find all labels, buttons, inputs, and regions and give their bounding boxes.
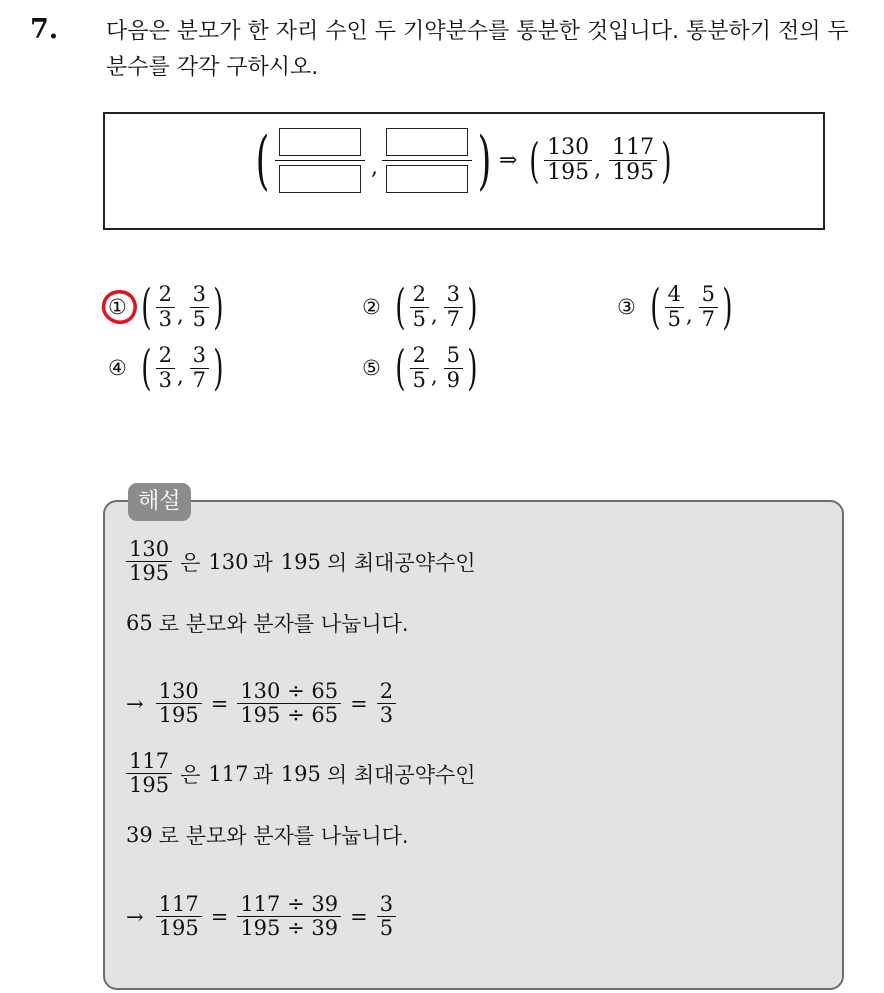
right-paren: ) [722, 279, 733, 335]
text: 의 최대공약수인 [326, 762, 476, 787]
left-paren: ( [395, 279, 406, 335]
text: 은 [180, 550, 201, 575]
explanation-line-2 [126, 608, 409, 638]
fraction-117-195: $\frac{117}{195}$ [126, 750, 172, 797]
left-paren: ( [141, 279, 152, 335]
text: 로 분모와 분자를 나눕니다. [158, 612, 409, 636]
comma: , [594, 157, 602, 182]
explanation-tag: 해설 [128, 483, 191, 521]
calculation-1 [126, 680, 396, 727]
comma: , [176, 303, 184, 327]
blank-numerator-2[interactable] [386, 128, 468, 156]
comma: , [430, 303, 438, 327]
choice-5-fraction-1: $\frac{2}{5}$ [410, 344, 429, 391]
choice-5-fraction-2: $\frac{5}{9}$ [444, 344, 463, 391]
right-paren: ) [467, 279, 478, 335]
choice-5[interactable] [362, 340, 482, 396]
choice-3-fraction-2: $\frac{5}{7}$ [699, 283, 718, 330]
blank-numerator-1[interactable] [279, 128, 361, 156]
right-paren: ) [661, 132, 672, 189]
choice-5-label: ⑤ [362, 356, 381, 380]
explanation-line-4 [126, 820, 409, 850]
choice-2-fraction-2: $\frac{3}{7}$ [444, 283, 463, 330]
problem-formula [250, 123, 676, 198]
explanation-line-1 [126, 538, 476, 585]
gcd-65: 65 [126, 611, 153, 635]
number: 130 [208, 549, 249, 574]
calc1-fraction-3: $\frac{2}{3}$ [377, 680, 396, 727]
blank-denominator-2[interactable] [386, 165, 468, 193]
number: 195 [280, 549, 321, 574]
text: 로 분모와 분자를 나눕니다. [158, 824, 409, 848]
comma: , [176, 364, 184, 388]
left-paren: ( [255, 123, 270, 198]
calc2-fraction-3: $\frac{3}{5}$ [377, 893, 396, 940]
blank-fraction-1[interactable] [275, 128, 365, 193]
choice-1-fraction-2: $\frac{3}{5}$ [190, 283, 209, 330]
blank-denominator-1[interactable] [279, 165, 361, 193]
text: 과 [252, 550, 273, 575]
result-fraction-2: $\frac{117}{195}$ [609, 136, 657, 185]
right-paren: ) [213, 279, 224, 335]
comma: , [370, 155, 378, 180]
choice-3-label: ③ [617, 295, 636, 319]
left-paren: ( [650, 279, 661, 335]
number: 117 [208, 761, 249, 786]
right-paren: ) [213, 340, 224, 396]
calc1-fraction-2: $\frac{130 \div 65}{195 \div 65}$ [237, 680, 341, 727]
comma: , [685, 303, 693, 327]
right-paren: ) [477, 123, 492, 198]
fraction-bar [275, 160, 365, 161]
left-paren: ( [141, 340, 152, 396]
choice-3-fraction-1: $\frac{4}{5}$ [665, 283, 684, 330]
implies-arrow: ⇒ [498, 148, 518, 173]
calc1-fraction-1: $\frac{130}{195}$ [156, 680, 202, 727]
choice-2-label: ② [362, 295, 381, 319]
result-fraction-1: $\frac{130}{195}$ [544, 136, 592, 185]
choice-1-label: ① [108, 295, 127, 319]
left-paren: ( [529, 132, 540, 189]
choice-1-fraction-1: $\frac{2}{3}$ [156, 283, 175, 330]
choice-1[interactable] [108, 279, 228, 335]
calc2-fraction-2: $\frac{117 \div 39}{195 \div 39}$ [237, 893, 341, 940]
choice-4-fraction-1: $\frac{2}{3}$ [156, 344, 175, 391]
right-arrow-icon: → [126, 691, 144, 716]
blank-fraction-2[interactable] [382, 128, 472, 193]
equals-sign: = [350, 691, 368, 716]
equals-sign: = [210, 691, 229, 716]
equals-sign: = [210, 904, 229, 929]
text: 은 [180, 762, 201, 787]
right-arrow-icon: → [126, 904, 144, 929]
comma: , [430, 364, 438, 388]
choice-2[interactable] [362, 279, 482, 335]
choice-2-fraction-1: $\frac{2}{5}$ [410, 283, 429, 330]
question-number: 7. [30, 14, 59, 45]
text: 의 최대공약수인 [326, 550, 476, 575]
calculation-2 [126, 893, 396, 940]
left-paren: ( [395, 340, 406, 396]
choice-3[interactable] [617, 279, 737, 335]
fraction-130-195: $\frac{130}{195}$ [126, 538, 172, 585]
explanation-line-3 [126, 750, 476, 797]
fraction-bar [382, 160, 472, 161]
gcd-39: 39 [126, 823, 153, 847]
calc2-fraction-1: $\frac{117}{195}$ [156, 893, 202, 940]
equals-sign: = [350, 904, 368, 929]
number: 195 [280, 761, 321, 786]
choice-4-fraction-2: $\frac{3}{7}$ [190, 344, 209, 391]
choice-4-label: ④ [108, 356, 127, 380]
text: 과 [252, 762, 273, 787]
question-text: 다음은 분모가 한 자리 수인 두 기약분수를 통분한 것입니다. 통분하기 전의 두 분수를 각각 구하시오. [106, 19, 849, 80]
choice-4[interactable] [108, 340, 228, 396]
right-paren: ) [467, 340, 478, 396]
